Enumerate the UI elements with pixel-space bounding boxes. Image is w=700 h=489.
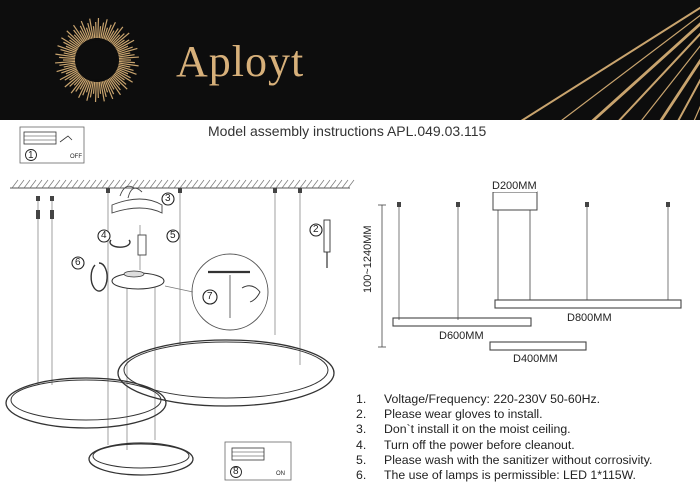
step-7-label: 7 <box>207 291 213 302</box>
dimension-schematic <box>378 192 681 350</box>
step-4-label: 4 <box>101 230 107 241</box>
banner-art <box>0 0 700 120</box>
step-6-label: 6 <box>75 257 81 268</box>
page-title: Model assembly instructions APL.049.03.115 <box>208 123 487 139</box>
canopy <box>112 271 164 289</box>
header-banner <box>0 0 700 120</box>
dim-height: 100~1240MM <box>362 225 374 293</box>
suspension-cables <box>38 192 300 450</box>
screwdriver-icon <box>324 220 330 268</box>
step-8-on-label: ON <box>276 471 285 477</box>
step-7-detail-circle <box>165 254 268 330</box>
spec-list <box>356 392 652 483</box>
spec-item: 3. Don`t install it on the moist ceiling. <box>356 422 571 437</box>
dim-d200: D200MM <box>492 180 537 192</box>
step-3-label: 3 <box>165 193 171 204</box>
mounting-bracket <box>112 186 162 255</box>
step-2-label: 2 <box>313 224 319 235</box>
dim-d600: D600MM <box>439 330 484 342</box>
spec-item: 6. The use of lamps is permissible: LED 1*115W. <box>356 468 636 483</box>
light-rays-icon <box>490 0 700 120</box>
ceiling-hatch <box>10 180 354 188</box>
spec-item: 2. Please wear gloves to install. <box>356 407 543 422</box>
spec-item: 5. Please wash with the sanitizer without corrosivity. <box>356 452 653 467</box>
schematic-anchors <box>397 202 670 207</box>
spec-item: 1. Voltage/Frequency: 220-230V 50-60Hz. <box>356 392 601 406</box>
dim-d400: D400MM <box>513 353 558 365</box>
step-1-off-label: OFF <box>70 154 82 160</box>
brand-logo-text: Aployt <box>176 37 305 86</box>
dim-d800: D800MM <box>567 312 612 324</box>
step-5-label: 5 <box>170 230 176 241</box>
step-1-label: 1 <box>28 150 34 161</box>
sun-core <box>77 40 117 80</box>
step-8-label: 8 <box>233 466 239 477</box>
spec-item: 4. Turn off the power before cleanout. <box>356 437 575 452</box>
